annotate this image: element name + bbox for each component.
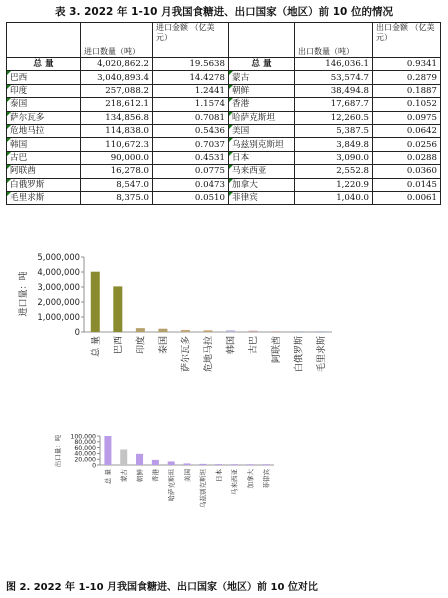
export-bar (215, 464, 222, 465)
import-category-label: 白俄罗斯 (294, 336, 305, 373)
export-amt-cell: 0.0288 (373, 151, 441, 164)
export-y-tick-label: 40,000 (74, 450, 96, 458)
export-category-label: 马来西亚 (230, 469, 239, 495)
export-country-cell: 加拿大 (229, 178, 295, 191)
import-country-cell: 古巴 (7, 151, 81, 164)
export-y-axis-label: 出口量：吨 (54, 434, 62, 468)
export-category-label: 朝鲜 (135, 469, 144, 482)
figure-caption: 图 2. 2022 年 1-10 月我国食糖进、出口国家（地区）前 10 位对比 (6, 582, 318, 593)
import-bar (226, 330, 235, 332)
import-qty-cell: 4,020,862.2 (81, 58, 153, 71)
import-qty-cell: 218,612.1 (81, 98, 153, 111)
export-country-cell: 美国 (229, 124, 295, 137)
export-qty-cell: 1,040.0 (295, 191, 373, 204)
import-y-tick-label: 3,000,000 (37, 282, 80, 293)
import-bar (136, 328, 145, 332)
import-country-cell: 总 量 (7, 58, 81, 71)
export-bar (231, 464, 238, 465)
export-amt-cell: 0.2879 (373, 71, 441, 84)
export-qty-cell: 2,552.8 (295, 165, 373, 178)
export-category-label: 日本 (214, 469, 223, 482)
import-category-label: 泰国 (159, 336, 170, 355)
import-qty-cell: 257,088.2 (81, 84, 153, 97)
import-country-cell: 毛里求斯 (7, 191, 81, 204)
export-category-label: 香港 (151, 469, 160, 482)
import-category-label: 巴西 (113, 336, 124, 355)
export-bar (152, 460, 159, 465)
export-category-label: 总 量 (104, 469, 113, 485)
import-category-label: 阿联酋 (271, 336, 282, 364)
export-bar (247, 464, 254, 465)
import-bar (204, 330, 213, 332)
export-amt-cell: 0.0061 (373, 191, 441, 204)
export-bar (168, 461, 175, 465)
export-qty-cell: 17,687.7 (295, 98, 373, 111)
export-bar (263, 464, 270, 465)
export-bar (136, 454, 143, 465)
export-country-cell: 乌兹别克斯坦 (229, 138, 295, 151)
export-qty-cell: 3,090.0 (295, 151, 373, 164)
import-amt-cell: 0.7037 (153, 138, 229, 151)
import-y-tick-label: 4,000,000 (37, 267, 80, 278)
import-amt-cell: 0.5436 (153, 124, 229, 137)
export-qty-cell: 146,036.1 (295, 58, 373, 71)
table-title: 表 3. 2022 年 1-10 月我国食糖进、出口国家（地区）前 10 位的情况 (55, 6, 393, 18)
import-country-cell: 白俄罗斯 (7, 178, 81, 191)
import-amt-cell: 19.5638 (153, 58, 229, 71)
import-category-label: 韩国 (226, 336, 237, 355)
import-country-cell: 阿联酋 (7, 165, 81, 178)
import-y-tick-label: 1,000,000 (37, 312, 80, 323)
import-bar (271, 331, 280, 332)
import-qty-cell: 90,000.0 (81, 151, 153, 164)
import-y-tick-label: 5,000,000 (37, 252, 80, 263)
export-amt-cell: 0.1887 (373, 84, 441, 97)
import-bar (181, 330, 190, 332)
export-country-cell: 朝鲜 (229, 84, 295, 97)
export-bar (104, 436, 111, 465)
export-category-label: 哈萨克斯坦 (167, 469, 176, 502)
import-amt-cell: 1.1574 (153, 98, 229, 111)
export-category-label: 菲律宾 (262, 469, 271, 489)
export-country-cell: 菲律宾 (229, 191, 295, 204)
import-y-tick-label: 2,000,000 (37, 297, 80, 308)
export-y-tick-label: 0 (92, 462, 96, 470)
import-category-label: 总 量 (91, 336, 102, 357)
header-export-amt: 出口金额 （亿美元） (373, 23, 441, 58)
export-category-label: 美国 (183, 469, 192, 482)
export-amt-cell: 0.0360 (373, 165, 441, 178)
import-amt-cell: 1.2441 (153, 84, 229, 97)
import-qty-cell: 114,838.0 (81, 124, 153, 137)
import-qty-cell: 16,278.0 (81, 165, 153, 178)
export-qty-cell: 12,260.5 (295, 111, 373, 124)
export-country-cell: 哈萨克斯坦 (229, 111, 295, 124)
export-amt-cell: 0.0256 (373, 138, 441, 151)
export-y-tick-label: 80,000 (74, 439, 96, 447)
export-country-cell: 马来西亚 (229, 165, 295, 178)
export-bar (184, 463, 191, 465)
export-y-tick-label: 100,000 (70, 433, 96, 441)
import-y-tick-label: 0 (74, 327, 80, 338)
import-amt-cell: 0.7081 (153, 111, 229, 124)
export-country-cell: 蒙古 (229, 71, 295, 84)
header-import-amt: 进口金额 （亿美元） (153, 23, 229, 58)
export-amt-cell: 0.0642 (373, 124, 441, 137)
header-export-qty: 出口数量（吨） (295, 23, 373, 58)
import-amt-cell: 0.0510 (153, 191, 229, 204)
export-qty-cell: 1,220.9 (295, 178, 373, 191)
import-amt-cell: 0.4531 (153, 151, 229, 164)
export-bar (120, 449, 127, 465)
import-bar (294, 331, 303, 332)
import-bar (91, 272, 100, 332)
import-amt-cell: 0.0473 (153, 178, 229, 191)
import-category-label: 毛里求斯 (316, 336, 327, 373)
export-category-label: 加拿大 (246, 469, 255, 489)
import-category-label: 印度 (136, 336, 147, 355)
export-category-label: 乌兹别克斯坦 (199, 469, 208, 508)
import-y-axis-label: 进口量：吨 (19, 271, 29, 317)
export-y-tick-label: 60,000 (74, 444, 96, 452)
import-qty-cell: 134,856.8 (81, 111, 153, 124)
import-bar (158, 329, 167, 332)
import-category-label: 危地马拉 (204, 336, 215, 373)
import-country-cell: 泰国 (7, 98, 81, 111)
import-category-label: 古巴 (249, 336, 260, 355)
export-qty-cell: 38,494.8 (295, 84, 373, 97)
export-y-tick-label: 20,000 (74, 456, 96, 464)
export-qty-cell: 5,387.5 (295, 124, 373, 137)
export-qty-cell: 53,574.7 (295, 71, 373, 84)
header-import-qty: 进口数量（吨） (81, 23, 153, 58)
import-bar (316, 331, 325, 332)
export-amt-cell: 0.0145 (373, 178, 441, 191)
import-country-cell: 萨尔瓦多 (7, 111, 81, 124)
import-country-cell: 印度 (7, 84, 81, 97)
import-country-cell: 韩国 (7, 138, 81, 151)
export-amt-cell: 0.0975 (373, 111, 441, 124)
export-country-cell: 香港 (229, 98, 295, 111)
import-qty-cell: 110,672.3 (81, 138, 153, 151)
export-country-cell: 日本 (229, 151, 295, 164)
import-qty-cell: 3,040,893.4 (81, 71, 153, 84)
import-bar (249, 331, 258, 332)
import-qty-cell: 8,547.0 (81, 178, 153, 191)
import-category-label: 萨尔瓦多 (181, 336, 192, 373)
import-bar (113, 286, 122, 332)
export-category-label: 蒙古 (120, 469, 129, 482)
export-amt-cell: 0.1052 (373, 98, 441, 111)
export-amt-cell: 0.9341 (373, 58, 441, 71)
import-country-cell: 危地马拉 (7, 124, 81, 137)
import-qty-cell: 8,375.0 (81, 191, 153, 204)
export-country-cell: 总 量 (229, 58, 295, 71)
import-amt-cell: 0.0775 (153, 165, 229, 178)
export-qty-cell: 3,849.8 (295, 138, 373, 151)
import-country-cell: 巴西 (7, 71, 81, 84)
export-bar (199, 464, 206, 465)
import-amt-cell: 14.4278 (153, 71, 229, 84)
